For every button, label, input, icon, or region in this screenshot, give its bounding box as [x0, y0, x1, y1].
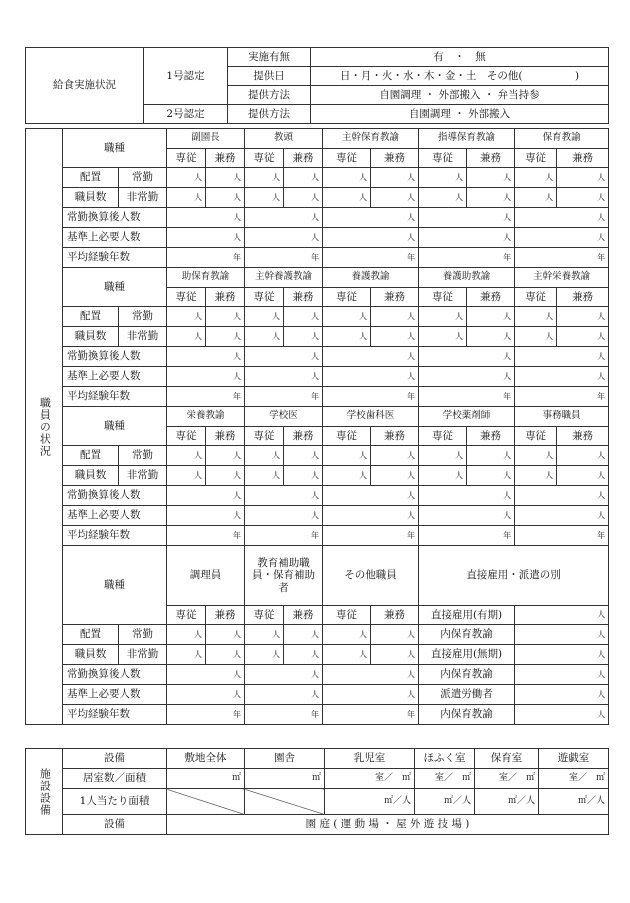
- regular-count: 人: [245, 307, 284, 327]
- full-time-header: 専従: [167, 149, 206, 168]
- col-building: 園舎: [245, 749, 325, 769]
- non-regular-label: 非常勤: [119, 188, 167, 208]
- required-count: 人: [419, 506, 515, 526]
- regular-count: 人: [167, 446, 206, 466]
- full-time-header: 専従: [515, 288, 557, 307]
- regular-count: 人: [206, 168, 245, 188]
- required-label: 基準上必要人数: [63, 685, 167, 705]
- full-time-header: 専従: [245, 288, 284, 307]
- facility-table: [25, 748, 609, 835]
- role-header-cook: 調理員: [167, 546, 245, 606]
- role-header: 学校薬剤師: [419, 407, 515, 427]
- fte-label: 常勤換算後人数: [63, 665, 167, 685]
- required-count: 人: [323, 506, 419, 526]
- role-header: 助保育教諭: [167, 268, 245, 288]
- part-duty-header: 兼務: [206, 149, 245, 168]
- avg-years-value: 年: [419, 248, 515, 268]
- fte-count: 人: [167, 486, 245, 506]
- meal-title: 給食実施状況: [26, 48, 144, 124]
- full-time-header: 専従: [167, 427, 206, 446]
- non-regular-count: 人: [206, 188, 245, 208]
- part-duty-header: 兼務: [284, 606, 323, 625]
- non-regular-count: 人: [323, 327, 371, 347]
- fte-label: 常勤換算後人数: [63, 347, 167, 367]
- required-count: 人: [167, 506, 245, 526]
- required-count: 人: [167, 367, 245, 387]
- regular-label: 常勤: [119, 307, 167, 327]
- part-duty-header: 兼務: [557, 288, 609, 307]
- avg-years-value: 年: [515, 526, 609, 546]
- part-duty-header: 兼務: [371, 606, 419, 625]
- full-time-header: 専従: [323, 427, 371, 446]
- avg-years-value: 年: [167, 526, 245, 546]
- regular-count: 人: [323, 168, 371, 188]
- avg-years-value: 年: [245, 705, 323, 725]
- non-regular-count: 人: [557, 466, 609, 486]
- role-header-other: その他職員: [323, 546, 419, 606]
- regular-count: 人: [419, 446, 467, 466]
- regular-count: 人: [167, 307, 206, 327]
- regular-count: 人: [557, 307, 609, 327]
- non-regular-count: 人: [371, 645, 419, 665]
- regular-count: 人: [419, 168, 467, 188]
- part-duty-header: 兼務: [284, 427, 323, 446]
- full-time-header: 専従: [323, 288, 371, 307]
- part-duty-header: 兼務: [284, 288, 323, 307]
- non-regular-count: 人: [167, 466, 206, 486]
- non-regular-count: 人: [323, 466, 371, 486]
- avg-years-label: 平均経験年数: [63, 705, 167, 725]
- role-header: 学校医: [245, 407, 323, 427]
- employment-count: 人: [515, 625, 609, 645]
- non-regular-count: 人: [206, 327, 245, 347]
- non-regular-count: 人: [284, 188, 323, 208]
- non-regular-count: 人: [557, 327, 609, 347]
- non-regular-count: 人: [284, 645, 323, 665]
- avg-years-value: 年: [419, 387, 515, 407]
- avg-years-value: 年: [167, 248, 245, 268]
- regular-count: 人: [467, 446, 515, 466]
- non-regular-count: 人: [284, 466, 323, 486]
- building-per-person-slash: [245, 789, 325, 815]
- role-header: 指導保育教諭: [419, 129, 515, 149]
- non-regular-count: 人: [419, 188, 467, 208]
- col-crawling-room: ほふく室: [415, 749, 475, 769]
- required-count: 人: [323, 685, 419, 705]
- fte-count: 人: [167, 208, 245, 228]
- regular-count: 人: [323, 625, 371, 645]
- part-duty-header: 兼務: [467, 149, 515, 168]
- fte-count: 人: [419, 208, 515, 228]
- staff-section-title: 職員の状況: [26, 129, 63, 725]
- regular-count: 人: [284, 446, 323, 466]
- job-type-label: 職種: [63, 546, 167, 625]
- placement-label: 配置: [63, 307, 119, 327]
- regular-count: 人: [284, 168, 323, 188]
- non-regular-count: 人: [323, 188, 371, 208]
- employment-row: 直接雇用(有期): [419, 606, 515, 625]
- employment-row: 内保育教諭: [419, 665, 515, 685]
- non-regular-count: 人: [371, 466, 419, 486]
- avg-years-value: 年: [245, 526, 323, 546]
- avg-years-value: 年: [323, 248, 419, 268]
- non-regular-count: 人: [515, 466, 557, 486]
- staff-table: [25, 128, 609, 725]
- rooms-area-label: 居室数／面積: [63, 769, 167, 789]
- fte-label: 常勤換算後人数: [63, 486, 167, 506]
- regular-label: 常勤: [119, 446, 167, 466]
- non-regular-count: 人: [206, 466, 245, 486]
- part-duty-header: 兼務: [371, 427, 419, 446]
- employment-row: 派遣労働者: [419, 685, 515, 705]
- method-value-2: 自園調理 ・ 外部搬入: [311, 105, 609, 124]
- regular-count: 人: [167, 625, 206, 645]
- required-count: 人: [167, 685, 245, 705]
- non-regular-count: 人: [167, 188, 206, 208]
- regular-count: 人: [371, 625, 419, 645]
- required-count: 人: [245, 506, 323, 526]
- avg-years-label: 平均経験年数: [63, 387, 167, 407]
- part-duty-header: 兼務: [284, 149, 323, 168]
- play-per-person: ㎡／人: [539, 789, 609, 815]
- full-time-header: 専従: [515, 427, 557, 446]
- employment-row: 内保育教諭: [419, 705, 515, 725]
- full-time-header: 専従: [245, 427, 284, 446]
- non-regular-count: 人: [167, 327, 206, 347]
- required-count: 人: [419, 367, 515, 387]
- part-duty-header: 兼務: [557, 149, 609, 168]
- non-regular-count: 人: [284, 327, 323, 347]
- role-header: 養護教諭: [323, 268, 419, 288]
- staff-count-label: 職員数: [63, 327, 119, 347]
- fte-count: 人: [245, 208, 323, 228]
- avg-years-value: 年: [323, 526, 419, 546]
- staff-count-label: 職員数: [63, 466, 119, 486]
- required-count: 人: [419, 228, 515, 248]
- site-area: ㎡: [167, 769, 245, 789]
- regular-label: 常勤: [119, 625, 167, 645]
- part-duty-header: 兼務: [467, 427, 515, 446]
- fte-count: 人: [323, 208, 419, 228]
- implementation-label: 実施有無: [228, 48, 311, 67]
- role-header: 保育教諭: [515, 129, 609, 149]
- regular-count: 人: [515, 168, 557, 188]
- regular-count: 人: [284, 307, 323, 327]
- regular-count: 人: [371, 307, 419, 327]
- non-regular-count: 人: [515, 327, 557, 347]
- required-count: 人: [323, 228, 419, 248]
- avg-years-label: 平均経験年数: [63, 526, 167, 546]
- employment-row: 内保育教諭: [419, 625, 515, 645]
- non-regular-count: 人: [245, 188, 284, 208]
- non-regular-count: 人: [419, 466, 467, 486]
- regular-count: 人: [206, 307, 245, 327]
- role-header: 栄養教諭: [167, 407, 245, 427]
- regular-count: 人: [323, 307, 371, 327]
- method-value: 自園調理 ・ 外部搬入 ・ 弁当持参: [311, 86, 609, 105]
- role-header: 教頭: [245, 129, 323, 149]
- avg-years-value: 年: [323, 387, 419, 407]
- regular-count: 人: [467, 168, 515, 188]
- regular-count: 人: [557, 446, 609, 466]
- fte-count: 人: [515, 208, 609, 228]
- equipment-header: 設備: [63, 749, 167, 769]
- non-regular-count: 人: [167, 645, 206, 665]
- required-count: 人: [515, 506, 609, 526]
- employment-count: 人: [515, 685, 609, 705]
- building-area: ㎡: [245, 769, 325, 789]
- non-regular-count: 人: [371, 327, 419, 347]
- non-regular-count: 人: [245, 466, 284, 486]
- avg-years-value: 年: [245, 248, 323, 268]
- non-regular-label: 非常勤: [119, 327, 167, 347]
- required-label: 基準上必要人数: [63, 367, 167, 387]
- employment-count: 人: [515, 645, 609, 665]
- role-header: 主幹栄養教諭: [515, 268, 609, 288]
- regular-count: 人: [515, 307, 557, 327]
- equipment-row-label: 設備: [63, 815, 167, 835]
- crawling-per-person: ㎡／人: [415, 789, 475, 815]
- non-regular-count: 人: [245, 327, 284, 347]
- non-regular-count: 人: [467, 466, 515, 486]
- regular-count: 人: [371, 168, 419, 188]
- non-regular-count: 人: [557, 188, 609, 208]
- full-time-header: 専従: [419, 427, 467, 446]
- required-label: 基準上必要人数: [63, 506, 167, 526]
- non-regular-count: 人: [515, 188, 557, 208]
- infant-per-person: ㎡／人: [325, 789, 415, 815]
- provision-days-value: 日・月・火・水・木・金・土 その他( ): [311, 67, 609, 86]
- full-time-header: 専従: [515, 149, 557, 168]
- non-regular-count: 人: [206, 645, 245, 665]
- part-duty-header: 兼務: [371, 288, 419, 307]
- staff-count-label: 職員数: [63, 188, 119, 208]
- avg-years-value: 年: [167, 705, 245, 725]
- regular-count: 人: [206, 446, 245, 466]
- regular-count: 人: [323, 446, 371, 466]
- regular-label: 常勤: [119, 168, 167, 188]
- full-time-header: 専従: [419, 149, 467, 168]
- avg-years-value: 年: [245, 387, 323, 407]
- site-per-person-slash: [167, 789, 245, 815]
- required-count: 人: [515, 228, 609, 248]
- fte-count: 人: [419, 486, 515, 506]
- fte-count: 人: [245, 347, 323, 367]
- placement-label: 配置: [63, 168, 119, 188]
- full-time-header: 専従: [419, 288, 467, 307]
- method-label: 提供方法: [228, 86, 311, 105]
- nursery-per-person: ㎡／人: [475, 789, 539, 815]
- regular-count: 人: [371, 446, 419, 466]
- fte-count: 人: [245, 665, 323, 685]
- required-count: 人: [245, 685, 323, 705]
- required-count: 人: [167, 228, 245, 248]
- full-time-header: 専従: [245, 606, 284, 625]
- equipment-value: 園 庭 ( 運 動 場 ・ 屋 外 遊 技 場 ): [167, 815, 609, 835]
- cert2-label: 2号認定: [144, 105, 228, 124]
- avg-years-value: 年: [515, 387, 609, 407]
- regular-count: 人: [467, 307, 515, 327]
- non-regular-label: 非常勤: [119, 466, 167, 486]
- regular-count: 人: [419, 307, 467, 327]
- non-regular-count: 人: [467, 188, 515, 208]
- per-person-area-label: 1人当たり面積: [63, 789, 167, 815]
- staff-count-label: 職員数: [63, 645, 119, 665]
- role-header-assistant: 教育補助職員・保育補助者: [245, 546, 323, 606]
- cert1-label: 1号認定: [144, 48, 228, 105]
- employment-count: 人: [515, 705, 609, 725]
- fte-count: 人: [323, 486, 419, 506]
- regular-count: 人: [167, 168, 206, 188]
- fte-label: 常勤換算後人数: [63, 208, 167, 228]
- fte-count: 人: [323, 347, 419, 367]
- fte-count: 人: [167, 347, 245, 367]
- required-label: 基準上必要人数: [63, 228, 167, 248]
- regular-count: 人: [557, 168, 609, 188]
- regular-count: 人: [284, 625, 323, 645]
- role-header: 事務職員: [515, 407, 609, 427]
- provision-days-label: 提供日: [228, 67, 311, 86]
- role-header: 主幹保育教諭: [323, 129, 419, 149]
- non-regular-count: 人: [467, 327, 515, 347]
- regular-count: 人: [245, 625, 284, 645]
- fte-count: 人: [419, 347, 515, 367]
- regular-count: 人: [206, 625, 245, 645]
- part-duty-header: 兼務: [206, 427, 245, 446]
- role-header: 学校歯科医: [323, 407, 419, 427]
- employment-count: 人: [515, 665, 609, 685]
- placement-label: 配置: [63, 446, 119, 466]
- fte-count: 人: [245, 486, 323, 506]
- non-regular-count: 人: [323, 645, 371, 665]
- facility-section-title: 施設設備: [26, 749, 63, 835]
- part-duty-header: 兼務: [467, 288, 515, 307]
- role-header: 主幹養護教諭: [245, 268, 323, 288]
- placement-label: 配置: [63, 625, 119, 645]
- employment-header: 直接雇用・派遣の別: [419, 546, 609, 606]
- full-time-header: 専従: [245, 149, 284, 168]
- part-duty-header: 兼務: [206, 606, 245, 625]
- regular-count: 人: [515, 446, 557, 466]
- full-time-header: 専従: [323, 149, 371, 168]
- infant-room-area: 室／ ㎡: [325, 769, 415, 789]
- fte-count: 人: [323, 665, 419, 685]
- part-duty-header: 兼務: [557, 427, 609, 446]
- play-room-area: 室／ ㎡: [539, 769, 609, 789]
- part-duty-header: 兼務: [206, 288, 245, 307]
- crawling-room-area: 室／ ㎡: [415, 769, 475, 789]
- avg-years-value: 年: [167, 387, 245, 407]
- full-time-header: 専従: [167, 288, 206, 307]
- nursery-room-area: 室／ ㎡: [475, 769, 539, 789]
- col-play-room: 遊戯室: [539, 749, 609, 769]
- employment-row: 直接雇用(無期): [419, 645, 515, 665]
- col-infant-room: 乳児室: [325, 749, 415, 769]
- implementation-value: 有 ・ 無: [311, 48, 609, 67]
- regular-count: 人: [245, 168, 284, 188]
- required-count: 人: [515, 367, 609, 387]
- meal-table: [25, 47, 609, 124]
- regular-count: 人: [245, 446, 284, 466]
- job-type-label: 職種: [63, 129, 167, 168]
- fte-count: 人: [515, 347, 609, 367]
- job-type-label: 職種: [63, 268, 167, 307]
- avg-years-label: 平均経験年数: [63, 248, 167, 268]
- col-site: 敷地全体: [167, 749, 245, 769]
- required-count: 人: [323, 367, 419, 387]
- role-header: 副園長: [167, 129, 245, 149]
- employment-count: 人: [515, 606, 609, 625]
- avg-years-value: 年: [419, 526, 515, 546]
- required-count: 人: [245, 367, 323, 387]
- fte-count: 人: [167, 665, 245, 685]
- role-header: 養護助教諭: [419, 268, 515, 288]
- method-label-2: 提供方法: [228, 105, 311, 124]
- avg-years-value: 年: [515, 248, 609, 268]
- full-time-header: 専従: [323, 606, 371, 625]
- non-regular-count: 人: [245, 645, 284, 665]
- non-regular-count: 人: [371, 188, 419, 208]
- part-duty-header: 兼務: [371, 149, 419, 168]
- job-type-label: 職種: [63, 407, 167, 446]
- avg-years-value: 年: [323, 705, 419, 725]
- non-regular-count: 人: [419, 327, 467, 347]
- non-regular-label: 非常勤: [119, 645, 167, 665]
- fte-count: 人: [515, 486, 609, 506]
- full-time-header: 専従: [167, 606, 206, 625]
- required-count: 人: [245, 228, 323, 248]
- col-nursery-room: 保育室: [475, 749, 539, 769]
